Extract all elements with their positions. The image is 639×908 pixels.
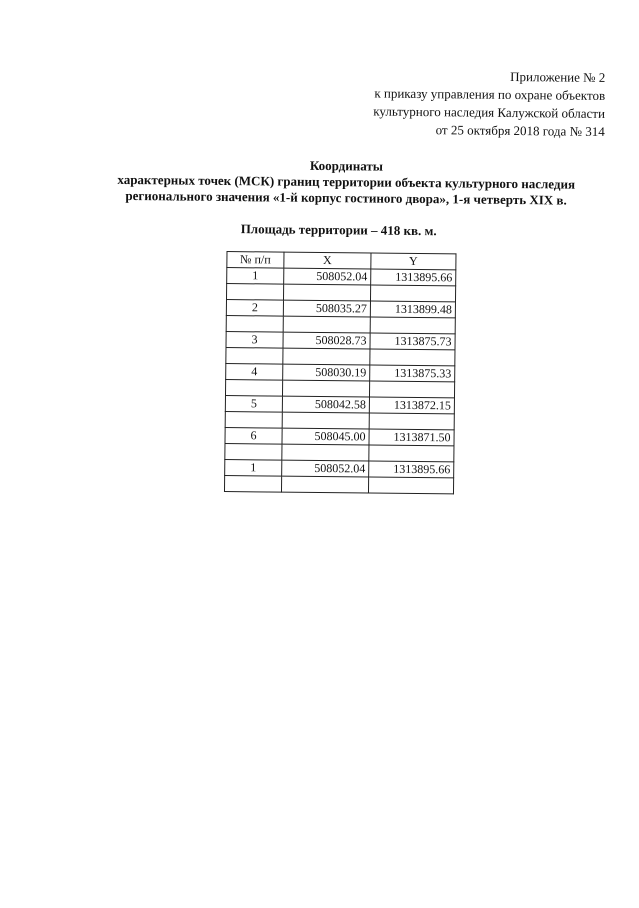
row-number: 1: [225, 460, 282, 477]
coordinates-table: [224, 251, 457, 494]
row-x: 508028.73: [283, 332, 370, 349]
row-y: 1313895.66: [369, 461, 454, 478]
row-x: 508030.19: [283, 364, 370, 381]
row-x: 508052.04: [284, 268, 371, 285]
appendix-number: Приложение № 2: [510, 68, 606, 85]
row-y: 1313899.48: [370, 301, 455, 318]
row-number: 5: [225, 396, 282, 413]
territory-area: Площадь территории – 418 кв. м.: [240, 221, 437, 239]
header-y: Y: [371, 253, 456, 270]
title-line-1: Координаты: [309, 157, 384, 174]
row-x: 508042.58: [282, 396, 369, 413]
row-number: 4: [226, 364, 283, 381]
row-x: 508035.27: [283, 300, 370, 317]
appendix-authority-line: культурного наследия Калужской области: [373, 103, 606, 121]
appendix-header: [305, 66, 606, 141]
row-x: 508052.04: [282, 460, 369, 477]
row-number: 3: [226, 332, 283, 349]
table-header-row: [227, 252, 456, 270]
row-y: 1313871.50: [369, 429, 454, 446]
row-number: 2: [226, 300, 283, 317]
row-x: 508045.00: [282, 428, 369, 445]
row-y: 1313875.73: [370, 333, 455, 350]
title-line-2: характерных точек (МСК) границ территории объекта культурного наследия: [117, 171, 576, 192]
row-number: 1: [227, 268, 284, 285]
appendix-order-line: к приказу управления по охране объектов: [374, 85, 606, 103]
row-y: 1313875.33: [370, 365, 455, 382]
appendix-date-line: от 25 октября 2018 года № 314: [435, 122, 605, 139]
header-number: № п/п: [227, 252, 284, 269]
row-number: 6: [225, 428, 282, 445]
header-x: X: [284, 252, 371, 269]
title-line-3: регионального значения «1-й корпус гостиного двора», 1-я четверть XIX в.: [125, 187, 567, 208]
table-spacer-row: [224, 476, 453, 494]
row-y: 1313872.15: [369, 397, 454, 414]
row-y: 1313895.66: [371, 269, 456, 286]
document-title: [81, 155, 611, 209]
